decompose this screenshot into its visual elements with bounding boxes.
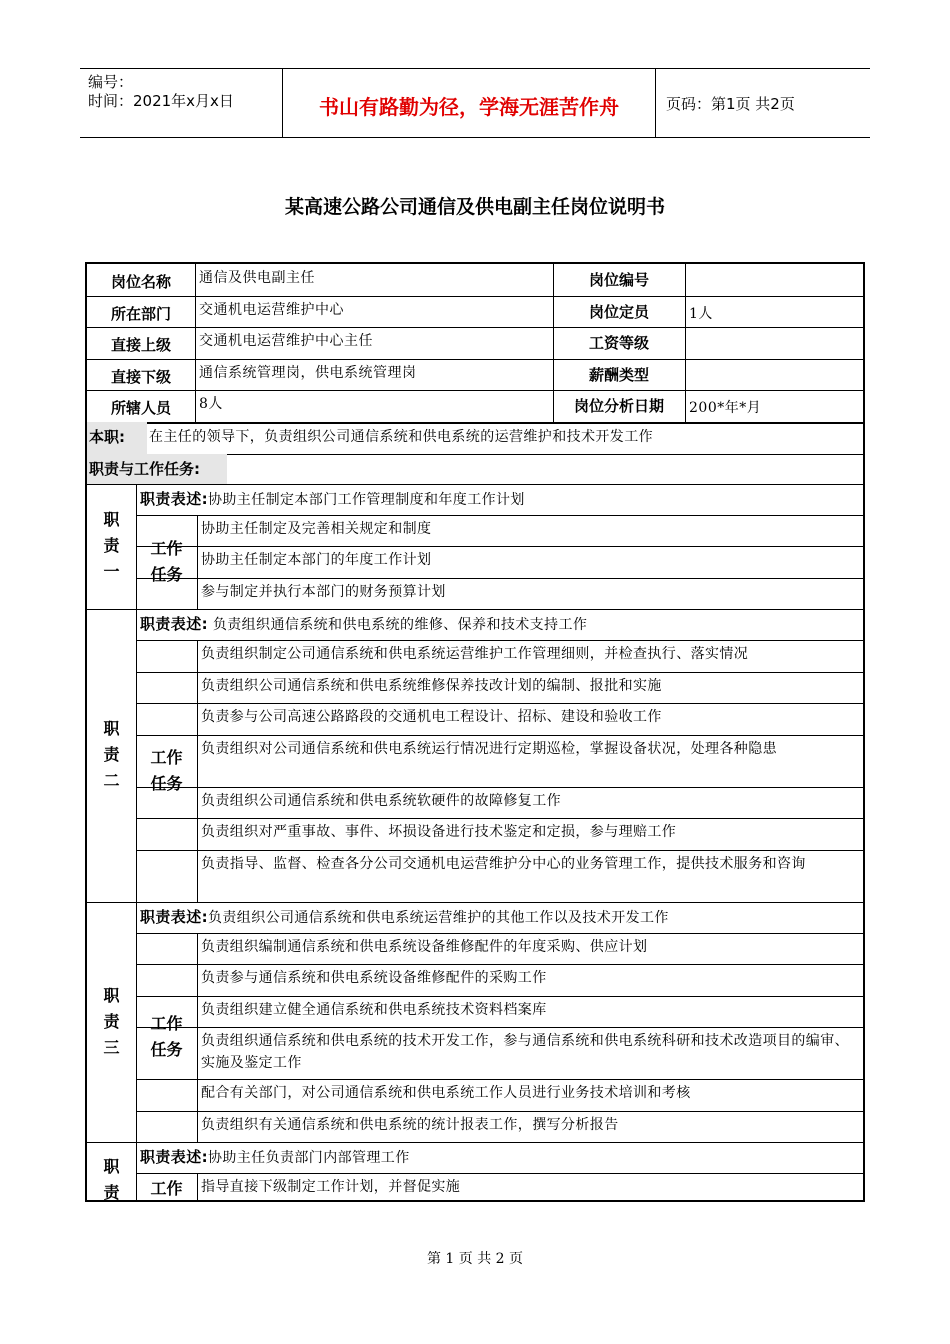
duty-statement-label: 职责表述: <box>140 615 208 633</box>
task-label <box>136 640 197 902</box>
field-label: 薪酬类型 <box>588 365 649 384</box>
task-label <box>136 1173 197 1202</box>
field-value: 200*年*月 <box>689 400 762 416</box>
field-label: 工资等级 <box>588 334 649 352</box>
field-value <box>685 264 863 296</box>
field-label: 直接下级 <box>110 367 171 386</box>
field-label: 所辖人员 <box>110 399 171 417</box>
row-divider <box>87 359 863 360</box>
column-divider <box>136 484 137 610</box>
duty-name-char: 责 <box>103 745 120 765</box>
duty-statement-text: 协助主任制定本部门工作管理制度和年度工作计划 <box>208 491 525 508</box>
page-footer: 第 1 页 共 2 页 <box>426 1251 524 1267</box>
field-value: 通信系统管理岗，供电系统管理岗 <box>199 364 417 381</box>
duty-statement <box>136 1142 863 1173</box>
field-value: 通信及供电副主任 <box>199 270 315 286</box>
field-value <box>685 359 863 391</box>
duty-name-char: 三 <box>103 1037 120 1057</box>
duty-name-char: 职 <box>103 510 120 530</box>
column-divider <box>553 264 554 422</box>
task-item: 协助主任制定本部门的年度工作计划 <box>201 552 432 568</box>
task-item: 负责参与公司高速公路路段的交通机电工程设计、招标、建设和验收工作 <box>201 709 662 725</box>
duty-statement-label: 职责表述: <box>140 489 208 508</box>
task-item: 负责组织编制通信系统和供电系统设备维修配件的年度采购、供应计划 <box>201 938 648 955</box>
row-divider <box>87 327 863 328</box>
column-divider <box>195 264 196 422</box>
field-label: 岗位定员 <box>588 302 649 321</box>
field-value: 8人 <box>199 396 223 412</box>
section-label: 职责与工作任务: <box>87 454 227 484</box>
field-label: 直接上级 <box>110 336 171 354</box>
task-item: 负责参与通信系统和供电系统设备维修配件的采购工作 <box>201 970 547 986</box>
duty-statement-label: 职责表述: <box>140 907 208 926</box>
column-divider <box>197 515 198 610</box>
duty-name-char: 职 <box>103 1157 120 1176</box>
task-label-text: 任务 <box>150 773 183 793</box>
page-info: 页码：第1页 共2页 <box>666 95 795 113</box>
column-divider <box>197 933 198 1143</box>
duty-statement <box>136 609 863 640</box>
document-title: 某高速公路公司通信及供电副主任岗位说明书 <box>284 196 665 218</box>
task-item: 负责组织通信系统和供电系统的技术开发工作，参与通信系统和供电系统科研和技术改造项目的编审、实施及鉴定工作 <box>201 1033 849 1071</box>
duty-name <box>87 609 136 902</box>
duty-statement-text: 负责组织通信系统和供电系统的维修、保养和技术支持工作 <box>208 617 588 633</box>
duty-name-char: 责 <box>103 1183 120 1202</box>
task-item: 参与制定并执行本部门的财务预算计划 <box>201 583 446 600</box>
task-item: 负责组织对公司通信系统和供电系统运行情况进行定期巡检，掌握设备状况，处理各种隐患 <box>201 740 777 757</box>
task-label-text: 工作 <box>150 538 183 558</box>
task-item: 负责组织对严重事故、事件、坏损设备进行技术鉴定和定损，参与理赔工作 <box>201 824 677 840</box>
column-divider <box>136 609 137 902</box>
field-value: 1人 <box>689 305 713 322</box>
header-motto-box <box>282 69 656 137</box>
duty-statement <box>136 484 863 515</box>
duty-name-char: 职 <box>103 985 120 1005</box>
code-label: 编号： <box>88 73 134 91</box>
field-label: 所在部门 <box>110 304 171 323</box>
time-label: 时间：2021年x月x日 <box>88 92 234 110</box>
task-label-text: 任务 <box>150 1040 183 1060</box>
field-label: 岗位编号 <box>588 271 649 289</box>
duty-statement <box>136 902 863 933</box>
row-divider <box>87 296 863 297</box>
duty-name <box>87 484 136 610</box>
task-label <box>136 933 197 1143</box>
duty-name-char: 一 <box>103 562 120 582</box>
duty-statement-label: 职责表述: <box>140 1148 208 1166</box>
task-label-text: 工作 <box>150 1178 183 1198</box>
duty-text: 在主任的领导下，负责组织公司通信系统和供电系统的运营维护和技术开发工作 <box>149 428 653 445</box>
task-item: 负责组织公司通信系统和供电系统维修保养技改计划的编制、报批和实施 <box>201 677 662 694</box>
task-item: 协助主任制定及完善相关规定和制度 <box>201 520 432 537</box>
duty-name <box>87 902 136 1143</box>
page-header <box>80 68 870 138</box>
task-item: 负责组织公司通信系统和供电系统软硬件的故障修复工作 <box>201 792 561 809</box>
task-item: 负责指导、监督、检查各分公司交通机电运营维护分中心的业务管理工作，提供技术服务和咨询 <box>201 855 806 872</box>
duty-name-char: 二 <box>103 771 120 791</box>
task-label-text: 任务 <box>150 564 183 584</box>
column-divider <box>136 1142 137 1202</box>
header-meta <box>88 73 234 111</box>
column-divider <box>197 640 198 902</box>
field-label: 岗位分析日期 <box>573 397 664 415</box>
duty-statement-text: 协助主任负责部门内部管理工作 <box>208 1150 410 1166</box>
row-divider <box>87 390 863 391</box>
column-divider <box>685 264 686 422</box>
task-item: 指导直接下级制定工作计划，并督促实施 <box>201 1179 461 1195</box>
column-divider <box>197 1173 198 1202</box>
motto: 书山有路勤为径，学海无涯苦作舟 <box>319 95 619 119</box>
job-description-table <box>85 262 865 1202</box>
task-label-text: 工作 <box>150 747 183 767</box>
duty-label: 本职: <box>87 422 147 454</box>
field-value: 交通机电运营维护中心主任 <box>199 333 373 349</box>
field-label: 岗位名称 <box>110 273 171 291</box>
task-label <box>136 515 197 610</box>
task-label-text: 工作 <box>150 1014 183 1034</box>
task-item: 负责组织有关通信系统和供电系统的统计报表工作，撰写分析报告 <box>201 1116 619 1133</box>
duty-statement-text: 负责组织公司通信系统和供电系统运营维护的其他工作以及技术开发工作 <box>208 909 669 926</box>
duty-name-char: 责 <box>103 536 120 556</box>
field-value <box>685 327 863 359</box>
duty-name <box>87 1142 136 1202</box>
field-value: 交通机电运营维护中心 <box>199 301 344 318</box>
task-item: 负责组织建立健全通信系统和供电系统技术资料档案库 <box>201 1001 547 1018</box>
column-divider <box>136 902 137 1143</box>
task-item: 负责组织制定公司通信系统和供电系统运营维护工作管理细则，并检查执行、落实情况 <box>201 646 749 662</box>
task-item: 配合有关部门，对公司通信系统和供电系统工作人员进行业务技术培训和考核 <box>201 1085 691 1101</box>
duty-name-char: 职 <box>103 719 120 739</box>
duty-name-char: 责 <box>103 1011 120 1031</box>
